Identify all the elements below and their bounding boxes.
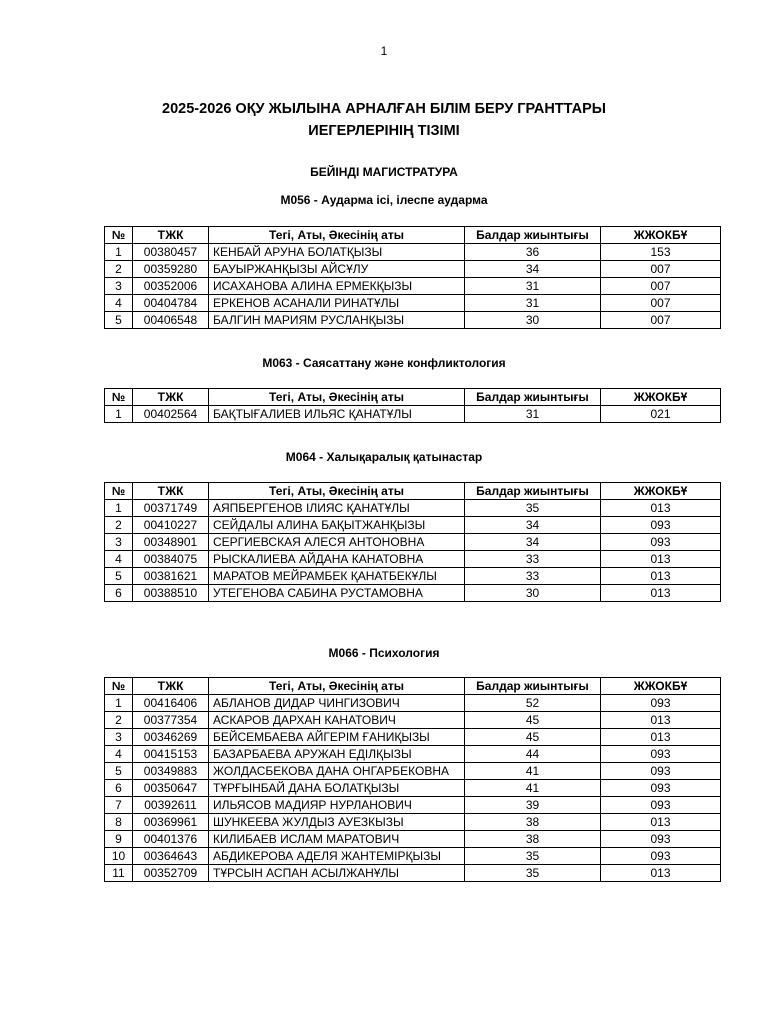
score-total-cell: 38: [465, 814, 601, 831]
table-row: [105, 746, 721, 763]
university-code-cell: 013: [601, 551, 721, 568]
id-cell: 00388510: [133, 585, 209, 602]
university-code-cell: 013: [601, 500, 721, 517]
table-row: [105, 551, 721, 568]
full-name-cell: БАУЫРЖАНҚЫЗЫ АЙСҰЛУ: [209, 261, 465, 278]
university-code-cell: 093: [601, 534, 721, 551]
table-row: [105, 500, 721, 517]
section-title-m066: M066 - Психология: [328, 646, 440, 660]
university-code-cell: 013: [601, 729, 721, 746]
table-header-row: [105, 678, 721, 695]
row-number-cell: 1: [105, 500, 133, 517]
program-level-heading: БЕЙІНДІ МАГИСТРАТУРА: [310, 165, 458, 179]
score-total-cell: 33: [465, 568, 601, 585]
row-number-cell: 10: [105, 848, 133, 865]
table-row: [105, 729, 721, 746]
university-code-cell: 153: [601, 244, 721, 261]
full-name-cell: ТҰРСЫН АСПАН АСЫЛЖАНҰЛЫ: [209, 865, 465, 882]
score-total-cell: 31: [465, 278, 601, 295]
section-title-m056: M056 - Аударма ісі, ілеспе аударма: [280, 193, 488, 207]
university-code-cell: 013: [601, 712, 721, 729]
university-code-cell: 093: [601, 831, 721, 848]
score-total-cell: 41: [465, 763, 601, 780]
table-header-row: [105, 227, 721, 244]
score-total-cell: 33: [465, 551, 601, 568]
table-row: [105, 831, 721, 848]
row-number-cell: 4: [105, 295, 133, 312]
score-total-cell: 45: [465, 729, 601, 746]
id-cell: 00359280: [133, 261, 209, 278]
university-code-cell: 093: [601, 763, 721, 780]
score-total-cell: 31: [465, 406, 601, 423]
id-cell: 00369961: [133, 814, 209, 831]
row-number-cell: 3: [105, 534, 133, 551]
full-name-cell: МАРАТОВ МЕЙРАМБЕК ҚАНАТБЕКҰЛЫ: [209, 568, 465, 585]
university-code-cell: 013: [601, 568, 721, 585]
table-header-row: [105, 483, 721, 500]
table-row: [105, 585, 721, 602]
document-title-line-1: 2025-2026 ОҚУ ЖЫЛЫНА АРНАЛҒАН БІЛІМ БЕРУ ГРАНТТАРЫ: [162, 101, 606, 117]
header-number: №: [105, 678, 133, 695]
full-name-cell: БЕЙСЕМБАЕВА АЙГЕРІМ ҒАНИҚЫЗЫ: [209, 729, 465, 746]
row-number-cell: 4: [105, 551, 133, 568]
grant-table-m063: [104, 388, 721, 423]
row-number-cell: 1: [105, 244, 133, 261]
table-row: [105, 312, 721, 329]
header-number: №: [105, 389, 133, 406]
table-row: [105, 568, 721, 585]
university-code-cell: 093: [601, 780, 721, 797]
score-total-cell: 30: [465, 585, 601, 602]
grant-table-m064: [104, 482, 721, 602]
id-cell: 00350647: [133, 780, 209, 797]
score-total-cell: 34: [465, 534, 601, 551]
score-total-cell: 35: [465, 848, 601, 865]
row-number-cell: 6: [105, 780, 133, 797]
row-number-cell: 8: [105, 814, 133, 831]
score-total-cell: 36: [465, 244, 601, 261]
row-number-cell: 3: [105, 278, 133, 295]
score-total-cell: 38: [465, 831, 601, 848]
row-number-cell: 5: [105, 763, 133, 780]
university-code-cell: 093: [601, 848, 721, 865]
id-cell: 00364643: [133, 848, 209, 865]
id-cell: 00406548: [133, 312, 209, 329]
header-id: ТЖК: [133, 678, 209, 695]
table-row: [105, 814, 721, 831]
table-row: [105, 763, 721, 780]
header-id: ТЖК: [133, 227, 209, 244]
full-name-cell: ЕРКЕНОВ АСАНАЛИ РИНАТҰЛЫ: [209, 295, 465, 312]
table-row: [105, 261, 721, 278]
header-full-name: Тегі, Аты, Әкесінің аты: [209, 227, 465, 244]
grant-table-m066: [104, 677, 721, 882]
id-cell: 00348901: [133, 534, 209, 551]
id-cell: 00352006: [133, 278, 209, 295]
row-number-cell: 2: [105, 517, 133, 534]
table-row: [105, 695, 721, 712]
table-header-row: [105, 389, 721, 406]
table-row: [105, 848, 721, 865]
grant-table-m056: [104, 226, 721, 329]
header-university-code: ЖЖОКБҰ: [601, 227, 721, 244]
score-total-cell: 44: [465, 746, 601, 763]
row-number-cell: 2: [105, 712, 133, 729]
university-code-cell: 007: [601, 261, 721, 278]
full-name-cell: АБЛАНОВ ДИДАР ЧИНГИЗОВИЧ: [209, 695, 465, 712]
full-name-cell: БАЗАРБАЕВА АРУЖАН ЕДІЛҚЫЗЫ: [209, 746, 465, 763]
score-total-cell: 52: [465, 695, 601, 712]
id-cell: 00392611: [133, 797, 209, 814]
table-row: [105, 406, 721, 423]
full-name-cell: АЯПБЕРГЕНОВ ІЛИЯС ҚАНАТҰЛЫ: [209, 500, 465, 517]
id-cell: 00349883: [133, 763, 209, 780]
document-title-line-2: ИЕГЕРЛЕРІНІҢ ТІЗІМІ: [308, 123, 460, 139]
table-row: [105, 780, 721, 797]
id-cell: 00402564: [133, 406, 209, 423]
row-number-cell: 1: [105, 695, 133, 712]
score-total-cell: 45: [465, 712, 601, 729]
id-cell: 00384075: [133, 551, 209, 568]
row-number-cell: 11: [105, 865, 133, 882]
university-code-cell: 013: [601, 814, 721, 831]
header-id: ТЖК: [133, 483, 209, 500]
university-code-cell: 007: [601, 312, 721, 329]
header-full-name: Тегі, Аты, Әкесінің аты: [209, 678, 465, 695]
full-name-cell: СЕРГИЕВСКАЯ АЛЕСЯ АНТОНОВНА: [209, 534, 465, 551]
full-name-cell: ИСАХАНОВА АЛИНА ЕРМЕКҚЫЗЫ: [209, 278, 465, 295]
header-id: ТЖК: [133, 389, 209, 406]
full-name-cell: РЫСКАЛИЕВА АЙДАНА КАНАТОВНА: [209, 551, 465, 568]
header-full-name: Тегі, Аты, Әкесінің аты: [209, 483, 465, 500]
section-title-m063: M063 - Саясаттану және конфликтология: [262, 356, 506, 370]
full-name-cell: АБДИКЕРОВА АДЕЛЯ ЖАНТЕМІРҚЫЗЫ: [209, 848, 465, 865]
table-row: [105, 295, 721, 312]
id-cell: 00415153: [133, 746, 209, 763]
table-row: [105, 517, 721, 534]
full-name-cell: ШУНКЕЕВА ЖУЛДЫЗ АУЕЗКЫЗЫ: [209, 814, 465, 831]
id-cell: 00404784: [133, 295, 209, 312]
score-total-cell: 34: [465, 261, 601, 278]
full-name-cell: БАҚТЫҒАЛИЕВ ИЛЬЯС ҚАНАТҰЛЫ: [209, 406, 465, 423]
row-number-cell: 2: [105, 261, 133, 278]
university-code-cell: 093: [601, 695, 721, 712]
row-number-cell: 3: [105, 729, 133, 746]
full-name-cell: АСКАРОВ ДАРХАН КАНАТОВИЧ: [209, 712, 465, 729]
university-code-cell: 021: [601, 406, 721, 423]
header-number: №: [105, 227, 133, 244]
full-name-cell: БАЛГИН МАРИЯМ РУСЛАНҚЫЗЫ: [209, 312, 465, 329]
full-name-cell: КЕНБАЙ АРУНА БОЛАТҚЫЗЫ: [209, 244, 465, 261]
header-score-total: Балдар жиынтығы: [465, 483, 601, 500]
table-row: [105, 278, 721, 295]
header-number: №: [105, 483, 133, 500]
header-score-total: Балдар жиынтығы: [465, 227, 601, 244]
id-cell: 00401376: [133, 831, 209, 848]
id-cell: 00380457: [133, 244, 209, 261]
university-code-cell: 013: [601, 865, 721, 882]
id-cell: 00381621: [133, 568, 209, 585]
row-number-cell: 7: [105, 797, 133, 814]
table-row: [105, 865, 721, 882]
section-title-m064: M064 - Халықаралық қатынастар: [285, 450, 483, 464]
row-number-cell: 5: [105, 312, 133, 329]
row-number-cell: 9: [105, 831, 133, 848]
university-code-cell: 007: [601, 295, 721, 312]
full-name-cell: УТЕГЕНОВА САБИНА РУСТАМОВНА: [209, 585, 465, 602]
university-code-cell: 093: [601, 797, 721, 814]
row-number-cell: 5: [105, 568, 133, 585]
header-score-total: Балдар жиынтығы: [465, 389, 601, 406]
header-full-name: Тегі, Аты, Әкесінің аты: [209, 389, 465, 406]
header-university-code: ЖЖОКБҰ: [601, 678, 721, 695]
score-total-cell: 39: [465, 797, 601, 814]
score-total-cell: 41: [465, 780, 601, 797]
university-code-cell: 013: [601, 585, 721, 602]
score-total-cell: 35: [465, 865, 601, 882]
header-university-code: ЖЖОКБҰ: [601, 483, 721, 500]
row-number-cell: 1: [105, 406, 133, 423]
header-score-total: Балдар жиынтығы: [465, 678, 601, 695]
id-cell: 00371749: [133, 500, 209, 517]
score-total-cell: 31: [465, 295, 601, 312]
table-row: [105, 712, 721, 729]
table-row: [105, 534, 721, 551]
document-title: [0, 98, 768, 142]
id-cell: 00352709: [133, 865, 209, 882]
score-total-cell: 34: [465, 517, 601, 534]
university-code-cell: 093: [601, 517, 721, 534]
id-cell: 00377354: [133, 712, 209, 729]
score-total-cell: 30: [465, 312, 601, 329]
page-number: 1: [380, 44, 388, 58]
table-row: [105, 797, 721, 814]
university-code-cell: 007: [601, 278, 721, 295]
full-name-cell: СЕЙДАЛЫ АЛИНА БАҚЫТЖАНҚЫЗЫ: [209, 517, 465, 534]
score-total-cell: 35: [465, 500, 601, 517]
university-code-cell: 093: [601, 746, 721, 763]
row-number-cell: 6: [105, 585, 133, 602]
header-university-code: ЖЖОКБҰ: [601, 389, 721, 406]
id-cell: 00416406: [133, 695, 209, 712]
id-cell: 00410227: [133, 517, 209, 534]
table-row: [105, 244, 721, 261]
full-name-cell: КИЛИБАЕВ ИСЛАМ МАРАТОВИЧ: [209, 831, 465, 848]
full-name-cell: ЖОЛДАСБЕКОВА ДАНА ОНГАРБЕКОВНА: [209, 763, 465, 780]
full-name-cell: ТҰРҒЫНБАЙ ДАНА БОЛАТҚЫЗЫ: [209, 780, 465, 797]
row-number-cell: 4: [105, 746, 133, 763]
id-cell: 00346269: [133, 729, 209, 746]
full-name-cell: ИЛЬЯСОВ МАДИЯР НУРЛАНОВИЧ: [209, 797, 465, 814]
